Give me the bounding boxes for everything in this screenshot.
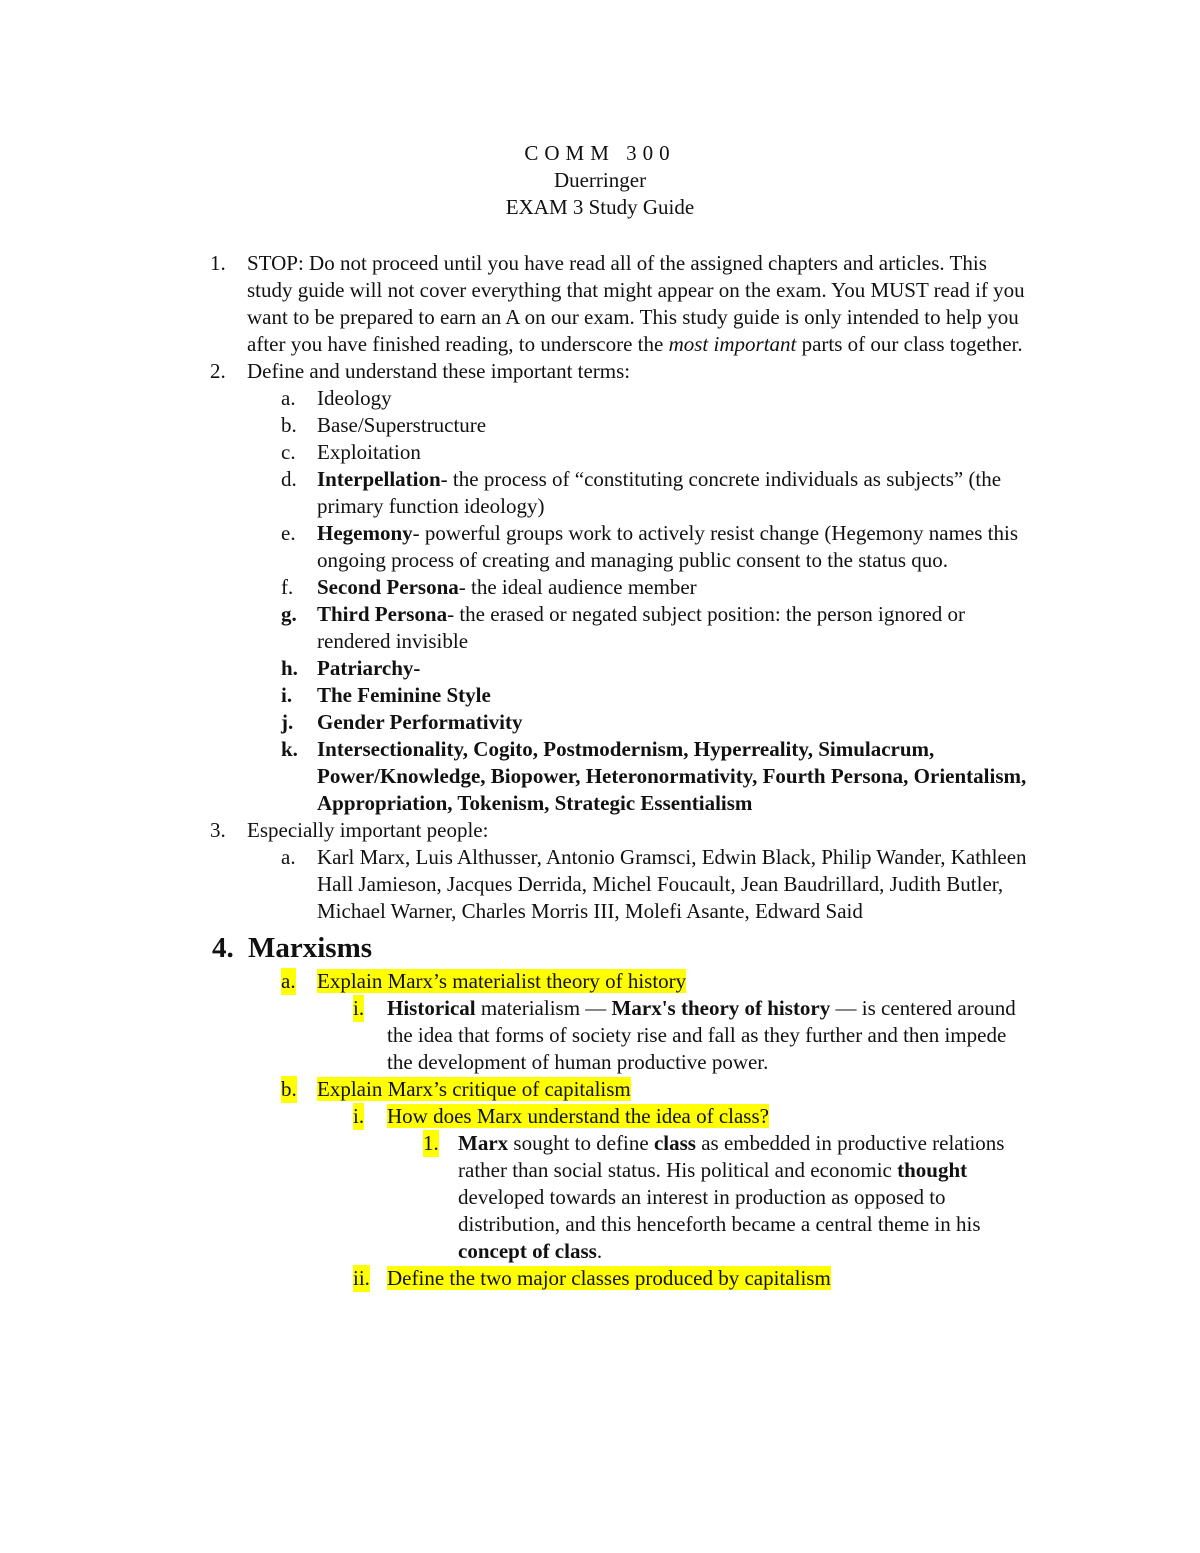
- list-marker: e.: [281, 521, 296, 545]
- instructions-text-end: parts of our class together.: [796, 332, 1023, 356]
- people-item: [0, 844, 1200, 925]
- question-b-i: [0, 1103, 1200, 1130]
- section-heading: [0, 928, 1200, 968]
- answer-b-i-1: [0, 1130, 1200, 1265]
- list-marker: k.: [281, 737, 298, 761]
- bold-term: Marx's theory of history: [611, 996, 831, 1020]
- stop-instructions: [247, 250, 1027, 358]
- bold-term: Historical: [387, 996, 476, 1020]
- term-content: [317, 655, 1032, 682]
- terms-intro: Define and understand these important terms:: [247, 359, 631, 383]
- list-marker: h.: [281, 656, 298, 680]
- term-item: [0, 466, 1200, 520]
- list-marker: i.: [353, 1104, 365, 1128]
- term-item: [0, 439, 1200, 466]
- term-content: [317, 466, 1032, 520]
- term-item: [0, 412, 1200, 439]
- question-a: [0, 968, 1200, 995]
- document-header: [0, 140, 1200, 221]
- instructions-text: STOP: Do not proceed until you have read all of the assigned chapters and articles. This study guide will not cover everything that might appear on the exam. You MUST read if you want to be prepared to earn an A on our exam. This study guide is only intended to help you after you have finished reading, to underscore the: [247, 251, 1025, 356]
- list-item-2: [0, 358, 1200, 385]
- list-marker: i.: [353, 996, 365, 1020]
- list-marker: 1.: [210, 251, 226, 275]
- document-title: EXAM 3 Study Guide: [505, 195, 695, 219]
- terms-list: [0, 385, 1200, 817]
- term-definition: Base/Superstructure: [317, 413, 487, 437]
- term-definition: Exploitation: [317, 440, 421, 464]
- term-name: Patriarchy-: [317, 656, 421, 680]
- list-marker: c.: [281, 440, 296, 464]
- term-name: The Feminine Style: [317, 683, 491, 707]
- term-name: Second Persona: [317, 575, 459, 599]
- answer-text: [387, 995, 1027, 1076]
- list-marker: j.: [281, 710, 294, 734]
- emphasis-text: most important: [668, 332, 797, 356]
- bold-term: concept of class: [458, 1239, 597, 1263]
- list-marker: d.: [281, 467, 297, 491]
- term-definition: - powerful groups work to actively resist change (Hegemony names this ongoing process of creating and managing public consent to the status quo.: [317, 521, 1018, 572]
- term-name: Intersectionality, Cogito, Postmodernism, Hyperreality, Simulacrum, Power/Knowledge, Biopower, Heteronormativity, Fourth Persona, Orientalism, Appropriation, Tokenism, Strategic Essentialism: [317, 737, 1027, 815]
- question-b: [0, 1076, 1200, 1103]
- term-content: [317, 520, 1032, 574]
- term-content: [317, 736, 1032, 817]
- term-definition: Ideology: [317, 386, 392, 410]
- question-text: Explain Marx’s critique of capitalism: [317, 1077, 631, 1101]
- bold-term: thought: [897, 1158, 968, 1182]
- term-item: [0, 655, 1200, 682]
- instructor-name: Duerringer: [553, 168, 647, 192]
- term-definition: - the process of “constituting concrete individuals as subjects” (the primary function ideology): [317, 467, 1002, 518]
- term-content: [317, 439, 1032, 466]
- term-content: [317, 574, 1032, 601]
- list-marker: g.: [281, 602, 297, 626]
- term-item: [0, 682, 1200, 709]
- bold-term: Marx: [458, 1131, 509, 1155]
- term-name: Gender Performativity: [317, 710, 523, 734]
- course-code: COMM 300: [524, 141, 676, 165]
- bold-term: class: [653, 1131, 696, 1155]
- term-content: [317, 412, 1032, 439]
- question-b-ii: [0, 1265, 1200, 1292]
- answer-text-part: materialism —: [475, 996, 612, 1020]
- list-marker: 3.: [210, 818, 226, 842]
- term-item: [0, 574, 1200, 601]
- answer-a-i: [0, 995, 1200, 1076]
- list-marker: f.: [281, 575, 294, 599]
- list-marker: i.: [281, 683, 293, 707]
- answer-text-part: sought to define: [508, 1131, 654, 1155]
- answer-text-part: — is centered around the idea that forms of society rise and fall as they further and then impede the development of human productive power.: [387, 996, 1016, 1074]
- term-definition: - the erased or negated subject position: the person ignored or rendered invisible: [317, 602, 965, 653]
- list-marker: 2.: [210, 359, 226, 383]
- term-content: [317, 385, 1032, 412]
- term-name: Hegemony: [317, 521, 413, 545]
- people-list: Karl Marx, Luis Althusser, Antonio Gramsci, Edwin Black, Philip Wander, Kathleen Hall Jamieson, Jacques Derrida, Michel Foucault, Jean Baudrillard, Judith Butler, Michael Warner, Charles Morris III, Molefi Asante, Edward Said: [317, 845, 1027, 923]
- answer-text-part: as embedded in productive relations rather than social status. His political and economic: [458, 1131, 1005, 1182]
- list-marker: b.: [281, 413, 297, 437]
- term-item: [0, 709, 1200, 736]
- section-marker: 4.: [212, 932, 234, 964]
- term-name: Interpellation: [317, 467, 441, 491]
- study-guide-list: [0, 250, 1200, 1292]
- term-definition: - the ideal audience member: [458, 575, 697, 599]
- term-item: [0, 736, 1200, 817]
- list-marker: 1.: [423, 1131, 439, 1155]
- term-content: [317, 601, 1032, 655]
- question-text: Explain Marx’s materialist theory of history: [317, 969, 687, 993]
- answer-text-part: .: [596, 1239, 603, 1263]
- term-item: [0, 601, 1200, 655]
- list-marker: a.: [281, 386, 296, 410]
- term-content: [317, 682, 1032, 709]
- question-text: How does Marx understand the idea of class?: [387, 1104, 769, 1128]
- answer-text-part: developed towards an interest in production as opposed to distribution, and this henceforth became a central theme in his: [458, 1185, 981, 1236]
- term-item: [0, 520, 1200, 574]
- list-marker: a.: [281, 845, 296, 869]
- term-name: Third Persona: [317, 602, 448, 626]
- list-item-3: [0, 817, 1200, 844]
- term-content: [317, 709, 1032, 736]
- section-title: Marxisms: [248, 932, 373, 964]
- question-text: Define the two major classes produced by capitalism: [387, 1266, 831, 1290]
- people-intro: Especially important people:: [247, 818, 489, 842]
- list-item-1: [0, 250, 1200, 358]
- list-marker: a.: [281, 969, 296, 993]
- list-marker: b.: [281, 1077, 297, 1101]
- answer-text: [458, 1130, 1018, 1265]
- list-marker: ii.: [353, 1266, 370, 1290]
- term-item: [0, 385, 1200, 412]
